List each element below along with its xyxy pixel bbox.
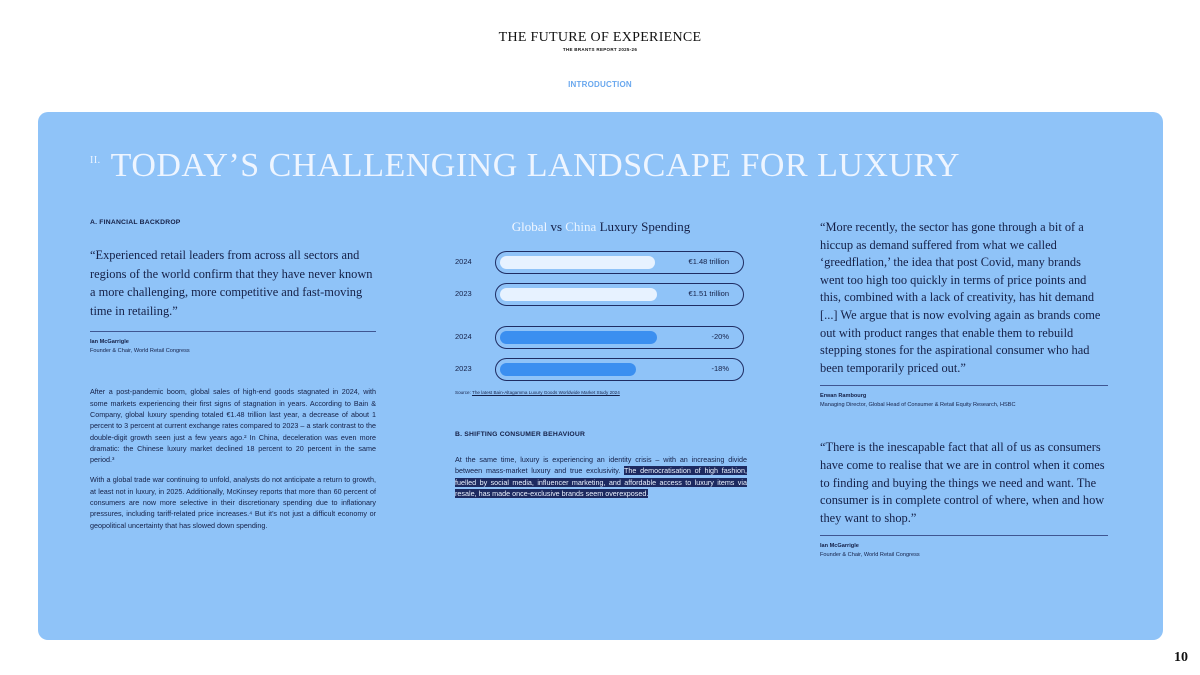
chart-title: [455, 219, 747, 235]
quote-divider: [820, 535, 1108, 536]
bar-value-label: -20%: [711, 332, 729, 341]
section-tag: INTRODUCTION: [568, 80, 632, 89]
bar-track: [495, 358, 744, 381]
bar-value-label: €1.48 trillion: [688, 257, 729, 266]
body-paragraph-2: With a global trade war continuing to unfold, analysts do not anticipate a return to growth, at least not in luxury, in 2025. Additionally, McKinsey reports that more than 60 percent of consumers are now more selective in their discretionary spending due to inflationary pressures, including tariff-related price increases.⁴ But it’s not just a difficult economy or geopolitical uncertainty that has slowed down spending.: [90, 475, 376, 530]
chart-source: [455, 390, 747, 395]
rambourg-quote: “More recently, the sector has gone through a bit of a hiccup as demand suffered from what we called ‘greedflation,’ the idea that post Covid, many brands went too high too quickly in terms of price points and this, combined with a lack of creativity, has hit demand [...] We argue that is now evolving again as brands come out with product ranges that enable them to rebuild stepping stones for the aspirational consumer who had been temporarily priced out.”: [820, 220, 1101, 375]
chart-title-china: China: [565, 219, 597, 234]
report-subtitle: THE BRANTS REPORT 2025-26: [562, 47, 638, 52]
paragraph-plain-text: At the same time, luxury is experiencing an identity crisis – with an increasing divide between mass-market luxury and true exclusivity.: [455, 455, 747, 476]
content-panel: [38, 112, 1163, 640]
highlighted-text[interactable]: The democratisation of high fashion, fuelled by social media, influencer marketing, and affordable access to luxury items via resale, has made once-exclusive brands seem overexposed.: [455, 466, 747, 498]
bar-fill: [500, 256, 655, 269]
quote-attribution: [820, 392, 1108, 410]
bar-track: [495, 326, 744, 349]
consumer-behaviour-paragraph: [455, 454, 747, 499]
bar-year-label: 2023: [455, 289, 472, 298]
source-label: Source:: [455, 390, 473, 395]
chart-title-vs: vs: [547, 219, 566, 234]
bar-fill: [500, 288, 657, 301]
bar-fill: [500, 363, 636, 376]
bar-china-2023: [455, 358, 747, 381]
body-paragraph-1: After a post-pandemic boom, global sales of high-end goods stagnated in 2024, with some markets experiencing their first signs of stagnation in years. According to Bain & Company, global luxury spending totaled €1.48 trillion last year, a decrease of about 1 percent to 3 percent at current exchange rates compared to 2023 – a stark contrast to the double-digit growth seen just a few years ago.² In China, deceleration was even more dramatic: the Chinese luxury market declined 18 percent to 20 percent in the same period.³: [90, 387, 376, 465]
chart-title-rest: Luxury Spending: [596, 219, 691, 234]
bar-global-2023: [455, 283, 747, 306]
mcgarrigle-quote: “Experienced retail leaders from across all sectors and regions of the world confirm that they have never known a more challenging, more competitive and fast-moving time in retailing.”: [90, 248, 373, 318]
bar-year-label: 2024: [455, 332, 472, 341]
quote-attribution: [820, 542, 1108, 560]
page-number: 10: [1174, 650, 1188, 665]
financial-backdrop-label: A. FINANCIAL BACKDROP: [90, 219, 181, 226]
report-title: THE FUTURE OF EXPERIENCE: [498, 30, 702, 45]
section-number: II.: [90, 155, 101, 166]
bar-china-2024: [455, 326, 747, 349]
column-quotes: [820, 219, 1108, 560]
attribution-role: Founder & Chair, World Retail Congress: [90, 348, 190, 355]
quote-divider: [820, 385, 1108, 386]
source-link[interactable]: The latest Bain-Altagamma Luxury Goods Worldwide Market Study 2024: [472, 390, 620, 395]
attribution-role: Managing Director, Global Head of Consumer & Retail Equity Research, HSBC: [820, 402, 1016, 409]
bar-value-label: -18%: [711, 364, 729, 373]
report-header: [0, 30, 1200, 52]
bar-track: [495, 251, 744, 274]
bar-fill: [500, 331, 657, 344]
quote-divider: [90, 331, 376, 332]
section-title: TODAY’S CHALLENGING LANDSCAPE FOR LUXURY: [110, 147, 960, 184]
bar-value-label: €1.51 trillion: [688, 289, 729, 298]
attribution-name: Ian McGarrigle: [820, 543, 859, 550]
bar-track: [495, 283, 744, 306]
quote-attribution: [90, 338, 376, 356]
attribution-name: Erwan Rambourg: [820, 393, 867, 400]
consumer-behaviour-label: B. SHIFTING CONSUMER BEHAVIOUR: [455, 431, 586, 438]
bar-global-2024: [455, 251, 747, 274]
section-heading: [90, 147, 960, 185]
chart-title-global: Global: [511, 219, 548, 234]
attribution-role: Founder & Chair, World Retail Congress: [820, 552, 920, 559]
bar-year-label: 2024: [455, 257, 472, 266]
column-financial-backdrop: [90, 219, 376, 531]
attribution-name: Ian McGarrigle: [90, 339, 129, 346]
mcgarrigle-quote-2: “There is the inescapable fact that all of us as consumers have come to realise that we are in control when it comes to finding and buying the things we need and want. The consumer is in complete control of where, when and how they want to shop.”: [820, 440, 1105, 525]
column-chart: [455, 219, 747, 499]
bar-year-label: 2023: [455, 364, 472, 373]
